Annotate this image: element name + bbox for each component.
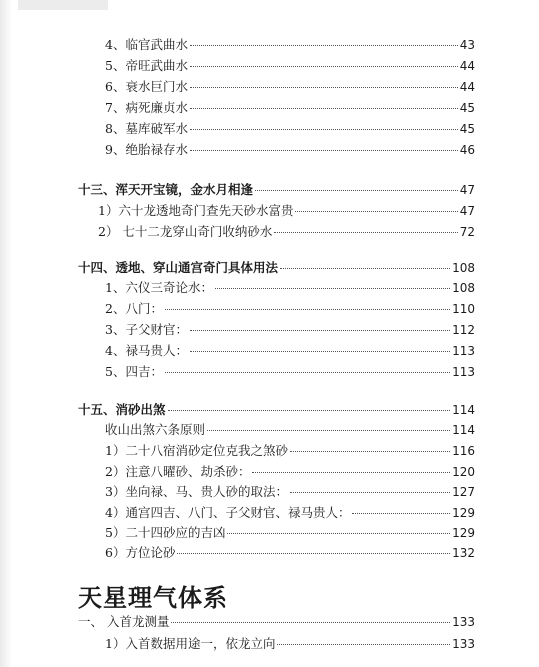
toc-entry-title: 4）通宫四吉、八门、子父财官、禄马贵人： [105, 505, 351, 520]
toc-leader [352, 512, 450, 514]
toc-entry[interactable] [78, 614, 475, 630]
toc-leader [165, 308, 450, 310]
toc-entry-page: 133 [452, 615, 475, 629]
toc-entry[interactable] [105, 79, 475, 95]
scan-edge-shadow [0, 0, 12, 667]
toc-entry-page: 45 [459, 122, 475, 136]
toc-entry-title: 1）入首数据用途一，依龙立向 [105, 636, 276, 651]
toc-entry[interactable] [105, 484, 475, 500]
toc-entry-title: 6、衰水巨门水 [105, 79, 188, 94]
toc-leader [171, 621, 450, 623]
toc-chapter-page: 114 [452, 403, 475, 417]
toc-entry-title: 2） 七十二龙穿山奇门收纳砂水 [98, 224, 273, 239]
toc-entry-page: 114 [452, 423, 475, 437]
toc-entry-page: 45 [459, 101, 475, 115]
toc-entry[interactable] [98, 224, 475, 240]
scan-top-mark [18, 0, 108, 10]
toc-entry[interactable] [105, 58, 475, 74]
toc-leader [207, 429, 450, 431]
toc-entry-page: 44 [459, 80, 475, 94]
toc-leader [190, 107, 458, 109]
toc-chapter-title: 十三、浑天开宝镜，金水月相逢 [78, 182, 254, 197]
toc-leader [168, 409, 451, 411]
toc-leader [227, 532, 450, 534]
toc-leader [274, 231, 457, 233]
toc-entry-title: 5）二十四砂应的吉凶 [105, 525, 226, 540]
toc-leader [252, 471, 450, 473]
toc-entry-page: 72 [459, 225, 475, 239]
toc-entry[interactable] [105, 636, 475, 652]
toc-leader [190, 86, 458, 88]
toc-entry[interactable] [105, 142, 475, 158]
toc-entry[interactable] [105, 364, 475, 380]
toc-entry-page: 133 [452, 637, 475, 651]
toc-entry-title: 6）方位论砂 [105, 545, 176, 560]
toc-entry-page: 113 [452, 365, 475, 379]
toc-chapter-title: 十五、消砂出煞 [78, 402, 166, 417]
toc-entry-title: 收山出煞六条原则 [105, 422, 206, 437]
toc-entry-title: 1）二十八宿消砂定位克我之煞砂 [105, 443, 288, 458]
toc-entry-page: 129 [452, 506, 475, 520]
toc-entry-title: 2、八门： [105, 301, 163, 316]
toc-entry-page: 46 [459, 143, 475, 157]
toc-entry[interactable] [105, 443, 475, 459]
toc-entry-page: 116 [452, 444, 475, 458]
toc-entry[interactable] [105, 301, 475, 317]
toc-entry-title: 5、四吉： [105, 364, 163, 379]
toc-leader [290, 491, 450, 493]
toc-leader [190, 329, 450, 331]
toc-chapter-title: 十四、透地、穿山通宫奇门具体用法 [78, 260, 279, 275]
toc-leader [215, 287, 450, 289]
toc-chapter-page: 47 [459, 183, 475, 197]
toc-entry-page: 129 [452, 526, 475, 540]
toc-entry[interactable] [105, 37, 475, 53]
toc-leader [280, 267, 450, 269]
toc-entry-page: 132 [452, 546, 475, 560]
toc-leader [190, 65, 458, 67]
toc-entry[interactable] [105, 422, 475, 438]
toc-entry-title: 1）六十龙透地奇门查先天砂水富贵 [98, 203, 294, 218]
toc-leader [190, 44, 458, 46]
toc-entry[interactable] [105, 545, 475, 561]
toc-leader [295, 210, 457, 212]
toc-entry-title: 3、子父财官： [105, 322, 188, 337]
toc-entry-page: 112 [452, 323, 475, 337]
toc-entry-title: 2）注意八曜砂、劫杀砂： [105, 464, 251, 479]
toc-entry-title: 8、墓库破军水 [105, 121, 188, 136]
toc-entry[interactable] [105, 280, 475, 296]
toc-entry-title: 1、六仪三奇论水： [105, 280, 213, 295]
toc-entry-title: 4、禄马贵人： [105, 343, 188, 358]
toc-entry[interactable] [105, 464, 475, 480]
section-heading: 天星理气体系 [78, 583, 228, 612]
toc-entry[interactable] [105, 505, 475, 521]
toc-entry-title: 7、病死廉贞水 [105, 100, 188, 115]
toc-leader [165, 371, 450, 373]
toc-entry[interactable] [105, 322, 475, 338]
toc-chapter[interactable] [78, 260, 475, 276]
toc-entry-page: 113 [452, 344, 475, 358]
toc-leader [190, 128, 458, 130]
toc-entry-page: 108 [452, 281, 475, 295]
toc-entry[interactable] [105, 100, 475, 116]
toc-leader [190, 350, 450, 352]
toc-entry-page: 44 [459, 59, 475, 73]
toc-entry-title: 3）坐向禄、马、贵人砂的取法： [105, 484, 288, 499]
toc-entry-title: 4、临官武曲水 [105, 37, 188, 52]
toc-leader [290, 450, 450, 452]
toc-entry-page: 120 [452, 465, 475, 479]
toc-entry-title: 一、 入首龙测量 [78, 614, 170, 629]
toc-entry-page: 43 [459, 38, 475, 52]
toc-entry-page: 127 [452, 485, 475, 499]
toc-chapter[interactable] [78, 402, 475, 418]
toc-entry-title: 5、帝旺武曲水 [105, 58, 188, 73]
toc-leader [190, 149, 458, 151]
toc-entry[interactable] [98, 203, 475, 219]
toc-entry[interactable] [105, 525, 475, 541]
toc-leader [255, 189, 458, 191]
toc-leader [277, 643, 450, 645]
toc-leader [177, 552, 450, 554]
toc-chapter[interactable] [78, 182, 475, 198]
toc-entry[interactable] [105, 343, 475, 359]
toc-entry-title: 9、绝胎禄存水 [105, 142, 188, 157]
toc-entry-page: 110 [452, 302, 475, 316]
toc-entry[interactable] [105, 121, 475, 137]
toc-chapter-page: 108 [452, 261, 475, 275]
toc-entry-page: 47 [459, 204, 475, 218]
